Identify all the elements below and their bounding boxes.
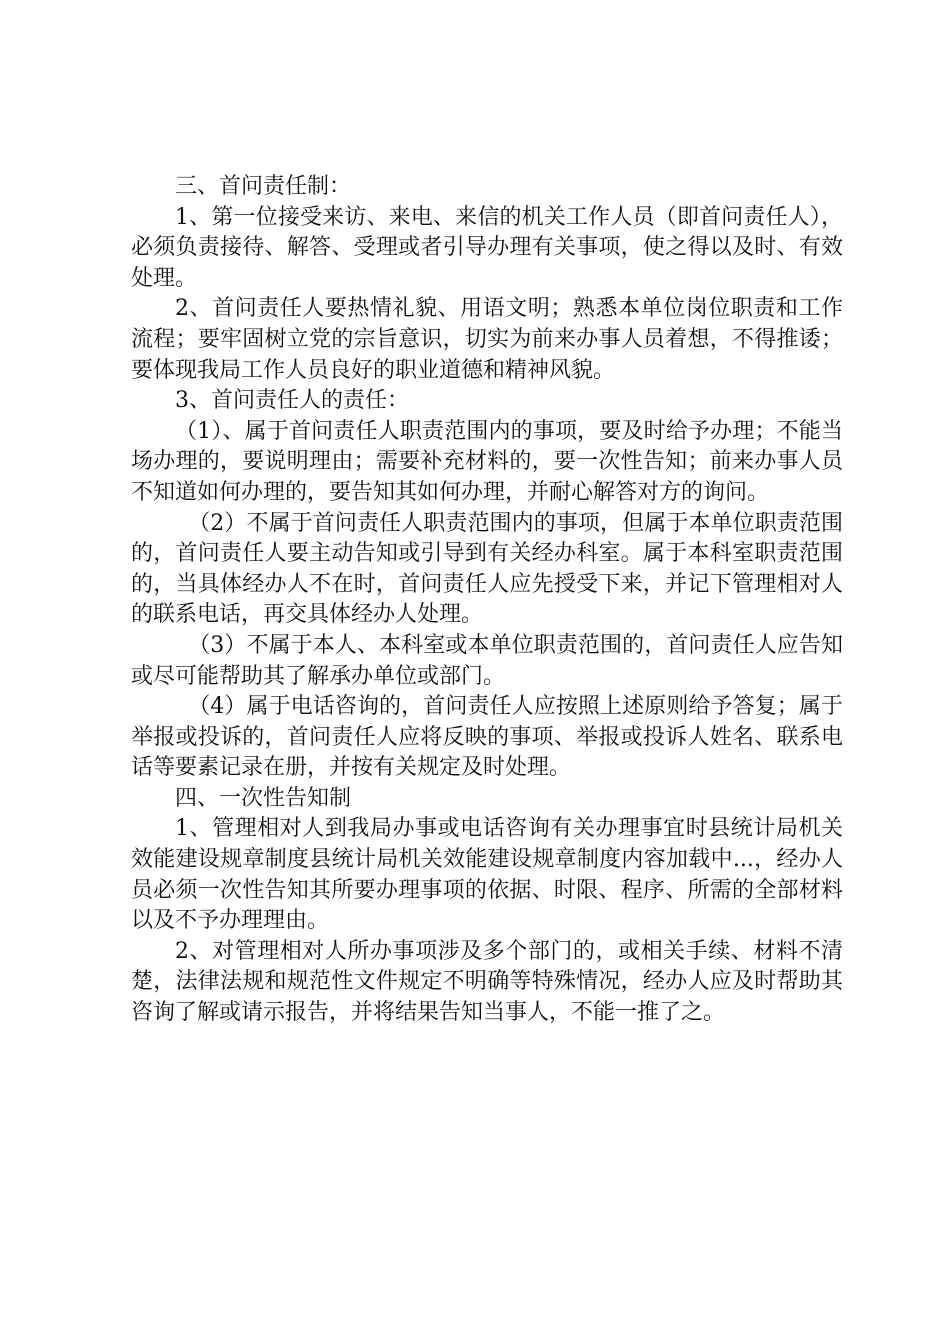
section-heading-3: 三、首问责任制： [175, 174, 352, 199]
document-body [131, 172, 843, 1029]
paragraph-3-2: 2、首问责任人要热情礼貌、用语文明；熟悉本单位岗位职责和工作流程；要牢固树立党的宗旨意识，切实为前来办事人员着想，不得推诿；要体现我局工作人员良好的职业道德和精神风貌。 [131, 296, 843, 383]
paragraph-3-3-item-2: （2）不属于首问责任人职责范围内的事项，但属于本单位职责范围的，首问责任人要主动告知或引导到有关经办科室。属于本科室职责范围的，当具体经办人不在时，首问责任人应先授受下来，并记下管理相对人的联系电话，再交具体经办人处理。 [131, 510, 843, 628]
paragraph-3-3-item-1: （1）、属于首问责任人职责范围内的事项，要及时给予办理；不能当场办理的，要说明理由；需要补充材料的，要一次性告知；前来办事人员不知道如何办理的，要告知其如何办理，并耐心解答对方的询问。 [131, 418, 843, 505]
paragraph-3-3-item-3: （3）不属于本人、本科室或本单位职责范围的，首问责任人应告知或尽可能帮助其了解承办单位或部门。 [131, 632, 843, 689]
paragraph-3-3: 3、首问责任人的责任： [175, 388, 409, 414]
paragraph-3-1: 1、第一位接受来访、来电、来信的机关工作人员（即首问责任人），必须负责接待、解答、受理或者引导办理有关事项，使之得以及时、有效处理。 [131, 204, 843, 291]
paragraph-3-3-item-4: （4）属于电话咨询的，首问责任人应按照上述原则给予答复；属于举报或投诉的，首问责任人应将反映的事项、举报或投诉人姓名、联系电话等要素记录在册，并按有关规定及时处理。 [131, 694, 843, 781]
paragraph-4-2: 2、对管理相对人所办事项涉及多个部门的，或相关手续、材料不清楚，法律法规和规范性文件规定不明确等特殊情况，经办人应及时帮助其咨询了解或请示报告，并将结果告知当事人，不能一推了之。 [131, 938, 843, 1026]
paragraph-4-1: 1、管理相对人到我局办事或电话咨询有关办理事宜时县统计局机关效能建设规章制度县统计局机关效能建设规章制度内容加载中...，经办人员必须一次性告知其所要办理事项的依据、时限、程序、所需的全部材料以及不予办理理由。 [131, 816, 843, 934]
section-heading-4: 四、一次性告知制 [175, 785, 352, 811]
